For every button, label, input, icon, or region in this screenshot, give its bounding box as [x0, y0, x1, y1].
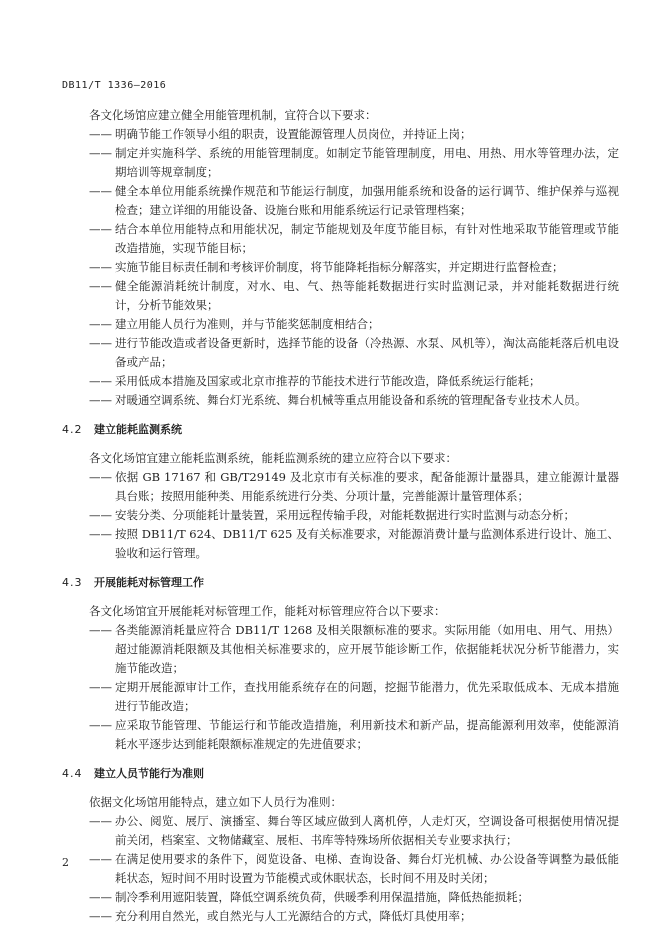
- list-item: —— 应采取节能管理、节能运行和节能改造措施，利用新技术和新产品，提高能源利用效率，使能源消耗水平逐步达到能耗限额标准规定的先进值要求；: [89, 718, 619, 751]
- dash-marker: ——: [89, 527, 112, 541]
- dash-marker: ——: [89, 890, 112, 904]
- section-title: 开展能耗对标管理工作: [94, 576, 204, 589]
- list-item: —— 充分利用自然光，或自然光与人工光源结合的方式，降低灯具使用率；: [89, 907, 619, 926]
- list-item: —— 定期开展能源审计工作，查找用能系统存在的问题，挖掘节能潜力，优先采取低成本、无成本措施进行节能改造；: [89, 680, 619, 713]
- page-number: 2: [62, 856, 69, 869]
- list-item: —— 采用低成本措施及国家或北京市推荐的节能技术进行节能改造，降低系统运行能耗；: [89, 372, 619, 391]
- dash-marker: ——: [89, 260, 112, 274]
- dash-marker: ——: [89, 336, 112, 350]
- list-item: —— 健全本单位用能系统操作规范和节能运行制度，加强用能系统和设备的运行调节、维护保养与巡视检查；建立详细的用能设备、设施台账和用能系统运行记录管理档案；: [89, 184, 619, 217]
- dash-marker: ——: [89, 718, 112, 732]
- section-intro: 依据文化场馆用能特点，建立如下人员行为准则：: [89, 795, 342, 809]
- section-4-3: [0, 575, 662, 754]
- list-item: —— 办公、阅览、展厅、演播室、舞台等区域应做到人离机停，人走灯灭，空调设备可根据使用情况提前关闭，档案室、文物储藏室、展柜、书库等特殊场所依据相关专业要求执行；: [89, 814, 619, 847]
- dash-marker: ——: [89, 909, 112, 923]
- dash-marker: ——: [89, 374, 112, 388]
- section-intro: 各文化场馆应建立健全用能管理机制，宜符合以下要求：: [89, 108, 377, 122]
- dash-marker: ——: [89, 146, 112, 160]
- list-item: —— 安装分类、分项能耗计量装置，采用远程传输手段，对能耗数据进行实时监测与动态分析；: [89, 506, 619, 525]
- list-item: —— 在满足使用要求的条件下，阅览设备、电梯、查询设备、舞台灯光机械、办公设备等调整为最低能耗状态，短时间不用时设置为节能模式或休眠状态，长时间不用及时关闭；: [89, 852, 619, 885]
- list-item: —— 按照 DB11/T 624、DB11/T 625 及有关标准要求，对能源消费计量与监测体系进行设计、施工、验收和运行管理。: [89, 527, 619, 560]
- dash-marker: ——: [89, 222, 112, 236]
- dash-marker: ——: [89, 852, 112, 866]
- list-item: —— 各类能源消耗量应符合 DB11/T 1268 及相关限额标准的要求。实际用能（如用电、用气、用热）超过能源消耗限额及其他相关标准要求的，应开展节能诊断工作，依据能耗状况分析节能潜力，实施节能改造；: [89, 623, 619, 675]
- dash-marker: ——: [89, 470, 112, 484]
- document-body: [0, 106, 662, 926]
- list-item: —— 制冷季利用遮阳装置，降低空调系统负荷，供暖季利用保温措施，降低热能损耗；: [89, 888, 619, 907]
- list-item: —— 对暖通空调系统、舞台灯光系统、舞台机械等重点用能设备和系统的管理配备专业技术人员。: [89, 391, 619, 410]
- section-heading: [62, 766, 662, 782]
- list-item: —— 建立用能人员行为准则，并与节能奖惩制度相结合；: [89, 315, 619, 334]
- section-number: 4.2: [62, 423, 83, 436]
- dash-marker: ——: [89, 127, 112, 141]
- dash-marker: ——: [89, 184, 112, 198]
- section-4-1-continuation: [0, 106, 662, 410]
- list-item: —— 制定并实施科学、系统的用能管理制度。如制定节能管理制度，用电、用热、用水等管理办法，定期培训等规章制度；: [89, 146, 619, 179]
- dash-marker: ——: [89, 814, 112, 828]
- list-item: —— 健全能源消耗统计制度，对水、电、气、热等能耗数据进行实时监测记录，并对能耗数据进行统计，分析节能效果；: [89, 279, 619, 312]
- section-title: 建立人员节能行为准则: [94, 767, 204, 780]
- dash-marker: ——: [89, 279, 112, 293]
- section-number: 4.3: [62, 576, 83, 589]
- section-intro: 各文化场馆宜建立能耗监测系统，能耗监测系统的建立应符合以下要求：: [89, 451, 457, 465]
- dash-marker: ——: [89, 680, 112, 694]
- section-heading: [62, 422, 662, 438]
- list-item: —— 实施节能目标责任制和考核评价制度，将节能降耗指标分解落实，并定期进行监督检查；: [89, 258, 619, 277]
- section-heading: [62, 575, 662, 591]
- dash-marker: ——: [89, 508, 112, 522]
- list-item: —— 明确节能工作领导小组的职责，设置能源管理人员岗位，并持证上岗；: [89, 125, 619, 144]
- section-title: 建立能耗监测系统: [94, 423, 182, 436]
- dash-marker: ——: [89, 317, 112, 331]
- section-4-2: [0, 422, 662, 563]
- list-item: —— 进行节能改造或者设备更新时，选择节能的设备（冷热源、水泵、风机等），淘汰高能耗落后机电设备或产品；: [89, 336, 619, 369]
- standard-number-header: DB11/T 1336—2016: [62, 80, 167, 91]
- list-item: —— 结合本单位用能特点和用能状况，制定节能规划及年度节能目标，有针对性地采取节能管理或节能改造措施，实现节能目标；: [89, 222, 619, 255]
- list-item: —— 依据 GB 17167 和 GB/T29149 及北京市有关标准的要求，配备能源计量器具，建立能源计量器具台账；按照用能种类、用能系统进行分类、分项计量，完善能源计量管理体系；: [89, 470, 619, 503]
- section-number: 4.4: [62, 767, 83, 780]
- dash-marker: ——: [89, 623, 112, 637]
- section-intro: 各文化场馆宜开展能耗对标管理工作，能耗对标管理应符合以下要求：: [89, 604, 446, 618]
- dash-marker: ——: [89, 393, 112, 407]
- section-4-4: [0, 766, 662, 926]
